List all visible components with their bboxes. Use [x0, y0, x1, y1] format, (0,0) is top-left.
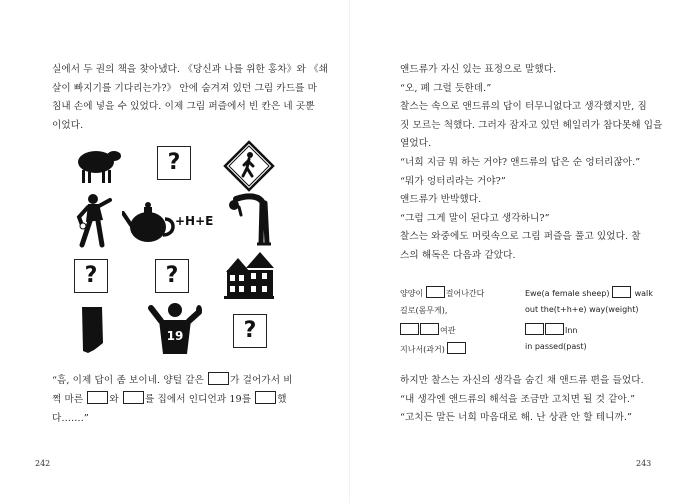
decode-text: 걸어나간다: [445, 289, 485, 298]
right-bottom-paragraph: [400, 372, 644, 428]
bending-person-icon: [227, 193, 275, 251]
answer-blank: [426, 286, 445, 298]
decode-row-4-korean: [400, 342, 467, 355]
text-line: 짓 모르는 척했다. 그러자 잠자고 있던 헤일리가 참다못해 입을: [400, 119, 663, 131]
left-intro-paragraph: [52, 61, 328, 135]
teapot-icon: [122, 199, 176, 249]
decode-row-1-korean: [400, 286, 484, 299]
decode-text: Inn: [565, 326, 578, 335]
football-player-icon: [147, 302, 203, 360]
heh-letters: +H+E: [175, 214, 214, 228]
decode-text: Ewe(a female sheep): [525, 289, 610, 298]
decode-row-4-english: in passed(past): [525, 342, 587, 351]
house-icon: [222, 250, 276, 304]
answer-blank: [525, 323, 544, 335]
text-line: 찰스는 속으로 앤드류의 답이 터무니없다고 생각했지만, 짐: [400, 101, 647, 113]
text-line: 찰스는 와중에도 머릿속으로 그림 퍼즐을 풀고 있었다. 찰: [400, 231, 641, 243]
text-line: 하지만 찰스는 자신의 생각을 숨긴 채 앤드류 편을 들었다.: [400, 375, 644, 386]
quote-fragment: 했: [277, 394, 287, 405]
jersey-number: 19: [166, 329, 184, 343]
pitcher-icon: [72, 193, 114, 253]
decode-row-1-english: [525, 286, 653, 298]
text-line: “뭐가 엉터리라는 거야?”: [400, 175, 506, 187]
answer-blank: [123, 391, 144, 404]
answer-blank: [447, 342, 466, 354]
text-line: “오, 폐 그럴 듯한데.”: [400, 82, 492, 94]
text-line: 살이 빠지기를 기다리는가?》 안에 숨겨져 있던 그림 카드를 마: [52, 82, 317, 94]
indiana-map-icon: [80, 305, 106, 359]
question-card-4: ?: [233, 314, 267, 348]
quote-fragment: 와: [109, 394, 119, 405]
text-line: 열었다.: [400, 138, 432, 150]
right-page: [350, 0, 700, 503]
decode-text: 여관: [440, 326, 456, 335]
quote-fragment: “흠, 이제 답이 좀 보이네. 양털 같은: [52, 375, 204, 386]
answer-blank: [255, 391, 276, 404]
text-line: “너희 지금 뭐 하는 거야? 앤드류의 답은 순 엉터리잖아.”: [400, 156, 641, 168]
answer-blank: [87, 391, 108, 404]
question-card-2: ?: [74, 259, 108, 293]
quote-fragment: 가 걸어가서 비: [230, 375, 293, 386]
decode-row-3-korean: [400, 323, 455, 336]
decode-row-3-english: [525, 323, 578, 335]
right-top-paragraph: [400, 61, 663, 266]
answer-blank: [545, 323, 564, 335]
quote-fragment: 쩍 마른: [52, 394, 84, 405]
page-number: 243: [636, 459, 652, 468]
answer-blank: [420, 323, 439, 335]
answer-blank: [612, 286, 631, 298]
text-line: 다…….”: [52, 413, 89, 424]
decode-row-2-english: out the(t+h+e) way(weight): [525, 305, 639, 314]
text-line: “고치든 말든 너희 마음대로 해. 난 상관 안 할 테니까.”: [400, 412, 633, 424]
decode-text: 지나서(과거): [400, 345, 445, 354]
question-card-1: ?: [157, 146, 191, 180]
text-line: [52, 371, 293, 390]
decode-text: 양양이: [400, 289, 424, 298]
decode-text: walk: [634, 289, 653, 298]
text-line: [52, 390, 293, 409]
text-line: 침내 손에 넣을 수 있었다. 이제 그림 퍼즐에서 빈 칸은 네 곳뿐: [52, 101, 315, 112]
question-card-3: ?: [155, 259, 189, 293]
answer-blank: [208, 372, 229, 385]
left-quote-paragraph: [52, 371, 293, 428]
text-line: 스의 해독은 다음과 같았다.: [400, 249, 516, 261]
text-line: 이었다.: [52, 119, 84, 131]
pedestrian-sign-icon: [223, 140, 275, 196]
sheep-icon: [72, 146, 124, 188]
text-line: 앤드류가 반박했다.: [400, 194, 482, 206]
quote-fragment: 를 집에서 인디언과 19를: [144, 394, 252, 405]
text-line: “그럼 그게 말이 된다고 생각하니?”: [400, 212, 550, 224]
text-line: 앤드류가 자신 있는 표정으로 말했다.: [400, 64, 557, 75]
answer-blank: [400, 323, 419, 335]
text-line: 실에서 두 권의 책을 찾아냈다. 《당신과 나를 위한 홍차》와 《쇄: [52, 64, 329, 75]
decode-row-2-korean: 길로(몸무게),: [400, 306, 448, 315]
text-line: “내 생각엔 앤드류의 해석을 조금만 고치면 될 것 같아.”: [400, 393, 636, 405]
page-number: 242: [35, 459, 51, 468]
